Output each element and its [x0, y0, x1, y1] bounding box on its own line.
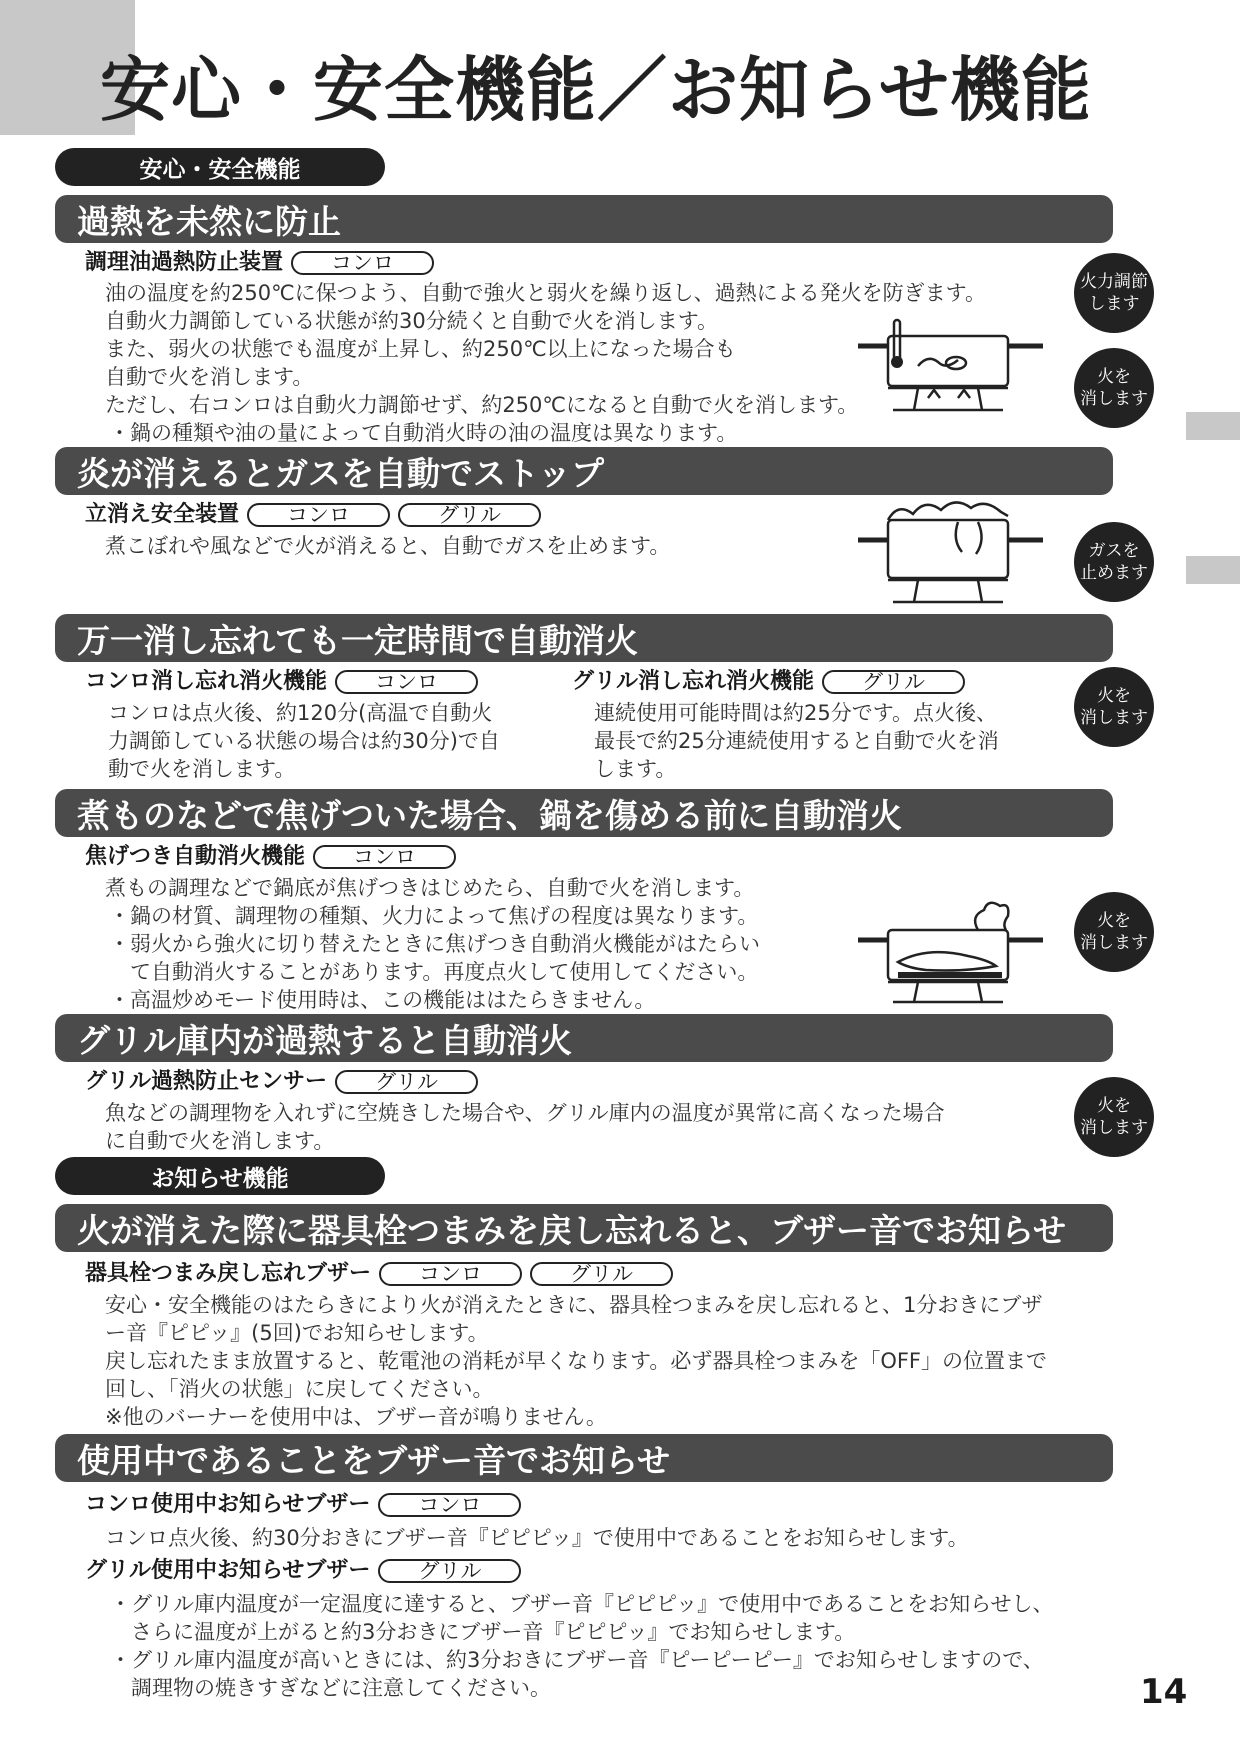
feature-name: 調理油過熱防止装置	[85, 250, 284, 275]
badge-heat-control	[1074, 253, 1154, 333]
badge-line: 火力調節	[1080, 272, 1148, 292]
body-line: 回し、「消火の状態」に戻してください。	[105, 1377, 494, 1401]
feature-title	[572, 670, 965, 694]
feature-name: コンロ使用中お知らせブザー	[85, 1492, 371, 1517]
oil-pot-illustration	[858, 318, 1048, 418]
section-heading: 煮ものなどで焦げついた場合、鍋を傷める前に自動消火	[55, 789, 1113, 837]
section-body	[110, 1590, 1054, 1702]
feature-title	[85, 1559, 521, 1583]
badge-line: 消します	[1080, 708, 1148, 728]
badge-gas-stop	[1074, 522, 1154, 602]
grill-tag: グリル	[530, 1262, 673, 1286]
section-body	[105, 532, 670, 560]
badge-line: 火を	[1097, 911, 1131, 931]
badge-fire-off	[1074, 1077, 1154, 1157]
konro-tag: コンロ	[313, 845, 456, 869]
body-line: 戻し忘れたまま放置すると、乾電池の消耗が早くなります。必ず器具栓つまみを「OFF」の位置まで	[105, 1349, 1048, 1373]
body-line: コンロ点火後、約30分おきにブザー音『ピピピッ』で使用中であることをお知らせします。	[105, 1526, 969, 1550]
feature-title	[85, 1262, 673, 1286]
body-line: て自動消火することがあります。再度点火して使用してください。	[109, 960, 759, 984]
section-heading: グリル庫内が過熱すると自動消火	[55, 1014, 1113, 1062]
section-body	[594, 699, 999, 783]
body-line: 煮もの調理などで鍋底が焦げつきはじめたら、自動で火を消します。	[105, 876, 755, 900]
badge-fire-off	[1074, 667, 1154, 747]
body-line: 自動火力調節している状態が約30分続くと自動で火を消します。	[105, 309, 719, 333]
body-line: 力調節している状態の場合は約30分)で自	[108, 729, 500, 753]
body-line: ー音『ピピッ』(5回)でお知らせします。	[105, 1321, 489, 1345]
section-body	[105, 1524, 969, 1552]
konro-tag: コンロ	[335, 670, 478, 694]
feature-name: グリル消し忘れ消火機能	[572, 669, 815, 694]
feature-name: 焦げつき自動消火機能	[85, 844, 306, 869]
category-pill-safety: 安心・安全機能	[55, 148, 385, 186]
feature-title	[85, 1493, 521, 1517]
badge-line: 火を	[1097, 1096, 1131, 1116]
badge-line: 火を	[1097, 686, 1131, 706]
body-line: さらに温度が上がると約3分おきにブザー音『ピピピッ』でお知らせします。	[110, 1620, 856, 1644]
feature-name: 立消え安全装置	[85, 502, 240, 527]
body-line: 魚などの調理物を入れずに空焼きした場合や、グリル庫内の温度が異常に高くなった場合	[105, 1101, 945, 1125]
page-title: 安心・安全機能／お知らせ機能	[100, 49, 1092, 131]
grill-tag: グリル	[335, 1070, 478, 1094]
section-body	[105, 279, 986, 447]
page-number: 14	[1140, 1672, 1188, 1712]
body-line: 自動で火を消します。	[105, 365, 314, 389]
section-body	[105, 1099, 945, 1155]
body-line: ・鍋の種類や油の量によって自動消火時の油の温度は異なります。	[109, 421, 738, 445]
body-line: 最長で約25分連続使用すると自動で火を消	[594, 729, 999, 753]
scorched-pot-illustration	[858, 900, 1048, 1006]
body-line: 油の温度を約250℃に保つよう、自動で強火と弱火を繰り返し、過熱による発火を防ぎます。	[105, 281, 986, 305]
badge-line: ガスを	[1088, 541, 1140, 561]
feature-title	[85, 1070, 478, 1094]
badge-line: します	[1088, 294, 1140, 314]
boilover-pot-illustration	[858, 498, 1048, 606]
body-line: コンロは点火後、約120分(高温で自動火	[108, 701, 493, 725]
section-heading: 万一消し忘れても一定時間で自動消火	[55, 614, 1113, 662]
body-line: 動で火を消します。	[108, 757, 296, 781]
section-body	[105, 874, 760, 1014]
body-line: 調理物の焼きすぎなどに注意してください。	[110, 1676, 551, 1700]
feature-name: 器具栓つまみ戻し忘れブザー	[85, 1261, 372, 1286]
grill-tag: グリル	[822, 670, 965, 694]
body-line: また、弱火の状態でも温度が上昇し、約250℃以上になった場合も	[105, 337, 736, 361]
body-line: ・弱火から強火に切り替えたときに焦げつき自動消火機能がはたらい	[109, 932, 760, 956]
body-line: に自動で火を消します。	[105, 1129, 335, 1153]
badge-fire-off	[1074, 348, 1154, 428]
badge-line: 火を	[1097, 367, 1131, 387]
feature-title	[85, 670, 478, 694]
badge-line: 消します	[1080, 389, 1148, 409]
body-line: ・グリル庫内温度が一定温度に達すると、ブザー音『ピピピッ』で使用中であることをお知らせし、	[110, 1592, 1054, 1616]
konro-tag: コンロ	[379, 1262, 522, 1286]
category-pill-notify: お知らせ機能	[55, 1157, 385, 1195]
badge-line: 消します	[1080, 933, 1148, 953]
body-line: ・鍋の材質、調理物の種類、火力によって焦げの程度は異なります。	[109, 904, 759, 928]
feature-name: グリル使用中お知らせブザー	[85, 1558, 371, 1583]
feature-title	[85, 845, 456, 869]
body-line: 連続使用可能時間は約25分です。点火後、	[594, 701, 998, 725]
feature-name: グリル過熱防止センサー	[85, 1069, 328, 1094]
badge-line: 消します	[1080, 1118, 1148, 1138]
body-line: ・高温炒めモード使用時は、この機能ははたらきません。	[109, 988, 656, 1012]
feature-title	[85, 251, 434, 275]
section-heading: 使用中であることをブザー音でお知らせ	[55, 1434, 1113, 1482]
badge-line: 止めます	[1080, 563, 1148, 583]
section-body	[105, 1291, 1047, 1431]
body-line: します。	[594, 757, 677, 781]
feature-name: コンロ消し忘れ消火機能	[85, 669, 328, 694]
body-line: ※他のバーナーを使用中は、ブザー音が鳴りません。	[105, 1405, 607, 1429]
side-index-tab	[1186, 556, 1240, 584]
section-heading: 過熱を未然に防止	[55, 195, 1113, 243]
section-heading: 火が消えた際に器具栓つまみを戻し忘れると、ブザー音でお知らせ	[55, 1204, 1113, 1252]
konro-tag: コンロ	[247, 503, 390, 527]
body-line: ・グリル庫内温度が高いときには、約3分おきにブザー音『ピーピーピー』でお知らせしますので、	[110, 1648, 1044, 1672]
body-line: 煮こぼれや風などで火が消えると、自動でガスを止めます。	[105, 534, 671, 558]
section-body	[108, 699, 500, 783]
section-heading: 炎が消えるとガスを自動でストップ	[55, 447, 1113, 495]
body-line: ただし、右コンロは自動火力調節せず、約250℃になると自動で火を消します。	[105, 393, 859, 417]
grill-tag: グリル	[398, 503, 541, 527]
badge-fire-off	[1074, 892, 1154, 972]
feature-title	[85, 503, 541, 527]
grill-tag: グリル	[378, 1559, 521, 1583]
body-line: 安心・安全機能のはたらきにより火が消えたときに、器具栓つまみを戻し忘れると、1分おきにブザ	[105, 1293, 1043, 1317]
konro-tag: コンロ	[291, 251, 434, 275]
side-index-tab	[1186, 412, 1240, 440]
konro-tag: コンロ	[378, 1493, 521, 1517]
